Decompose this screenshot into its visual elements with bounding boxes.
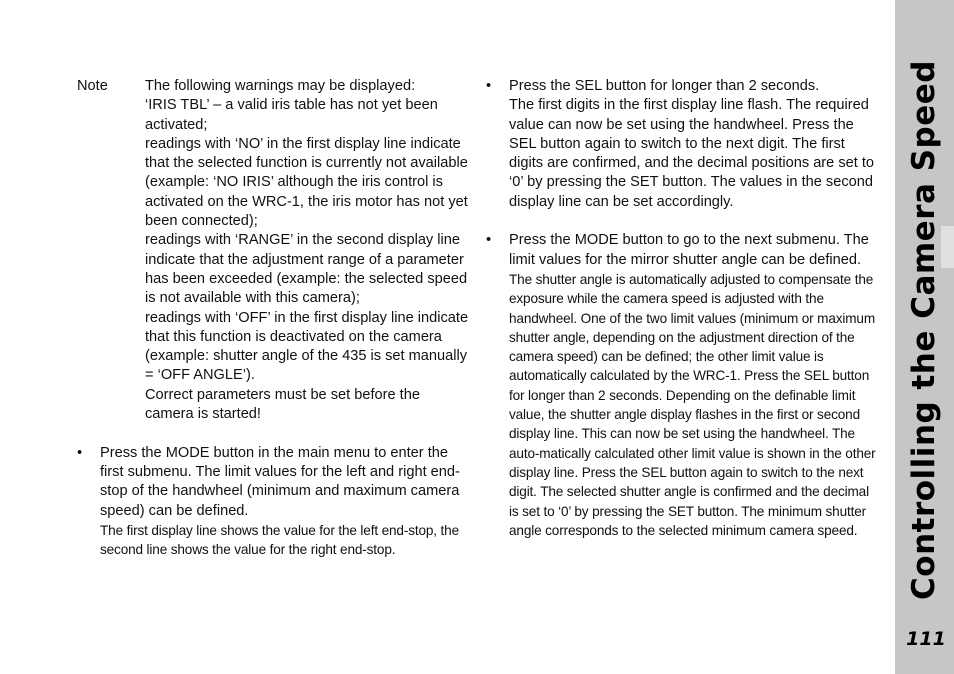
note-paragraph: readings with ‘NO’ in the first display line indicate that the selected function is currently not available (example: ‘NO IRIS’ although the iris control is activated on the WRC-1, the iris motor has not yet been connected); [145, 135, 468, 230]
note-label: Note [77, 78, 108, 94]
section-title: Controlling the Camera Speed [906, 60, 942, 600]
note-paragraph: Correct parameters must be set before the camera is started! [145, 386, 420, 423]
note-block [77, 77, 469, 424]
note-paragraph: readings with ‘OFF’ in the first display line indicate that this function is deactivated on the camera (example: shutter angle of the 435 is set manually = ‘OFF ANGLE’). [145, 309, 469, 384]
bullet-mark: • [486, 78, 492, 94]
list-item-detail: The first display line shows the value for the left end-stop, the second line shows the value for the right end-stop. [100, 522, 459, 558]
list-item-body [509, 231, 878, 540]
list-item-text: Press the MODE button to go to the next submenu. The limit values for the mirror shutter angle can be defined. [509, 232, 869, 268]
note-paragraph: The following warnings may be displayed: [145, 78, 416, 94]
bullet-mark: • [77, 444, 83, 461]
list-item-body [509, 77, 878, 212]
list-item-detail: The first digits in the first display line flash. The required value can now be set using the handwheel. Press the SEL button again to switch to the next digit. The first digits are confirmed, and the decimal positions are set to ‘0’ by pressing the SET button. The values in the second display line can be set accordingly. [509, 97, 875, 210]
list-item-detail: The shutter angle is automatically adjusted to compensate the exposure while the camera speed is adjusted with the handwheel. One of the two limit values (minimum or maximum shutter angle, depending on the adjustment direction of the camera speed) can be defined; the other limit value is automatically calculated by the WRC-1. Press the SEL button for longer than 2 seconds. Depending on the definable limit value, the shutter angle display flashes in the first or second display line. This can now be set using the handwheel. The auto-matically calculated other limit value is shown in the other display line. Press the SEL button again to switch to the next digit. The selected shutter angle is confirmed and the decimal is set to ‘0’ by pressing the SET button. The minimum shutter angle corresponds to the selected minimum camera speed. [509, 271, 876, 538]
bullet-mark: • [486, 232, 492, 249]
list-item-body [100, 444, 469, 560]
list-item-text: Press the MODE button in the main menu to enter the first submenu. The limit values for the left and right end-stop of the handwheel (minimum and maximum camera speed) can be defined. [100, 444, 460, 519]
list-item-text: Press the SEL button for longer than 2 seconds. [509, 78, 820, 94]
page-number: 111 [906, 628, 946, 650]
left-column [77, 77, 469, 559]
list-item [486, 77, 878, 212]
note-body [145, 77, 469, 424]
list-item [77, 444, 469, 560]
list-item [486, 231, 878, 540]
note-paragraph: readings with ‘RANGE’ in the second display line indicate that the adjustment range of a parameter has been exceeded (example: the selected speed is not available with this camera); [145, 232, 468, 307]
note-paragraph: ‘IRIS TBL’ – a valid iris table has not yet been activated; [145, 97, 438, 133]
right-column [486, 77, 878, 540]
section-tab-marker [941, 226, 954, 268]
